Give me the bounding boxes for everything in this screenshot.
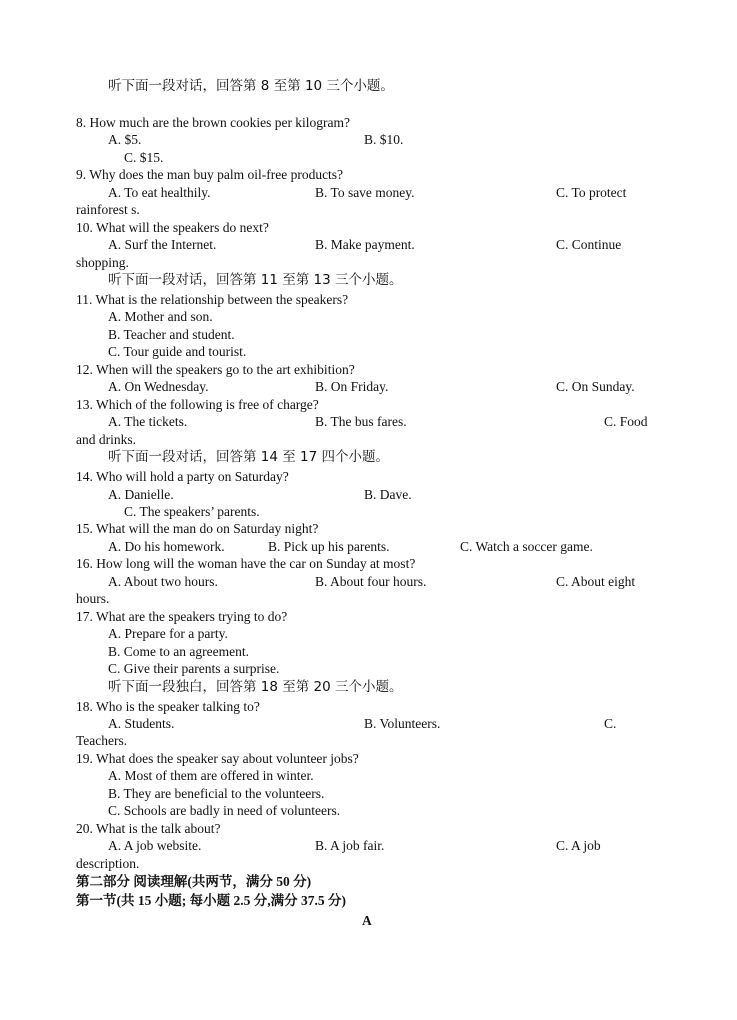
passage-label: A xyxy=(362,913,372,928)
option-a: A. Mother and son. xyxy=(108,309,213,324)
option-b: B. $10. xyxy=(364,132,404,147)
option-b: B. A job fair. xyxy=(315,838,385,853)
question-stem: 8. How much are the brown cookies per kilogram? xyxy=(76,115,351,130)
question-stem: 14. Who will hold a party on Saturday? xyxy=(76,469,289,484)
option-a: A. The tickets. xyxy=(108,414,188,429)
question-stem: 9. Why does the man buy palm oil-free products? xyxy=(76,167,344,182)
option-b: B. To save money. xyxy=(315,185,415,200)
option-a: A. $5. xyxy=(108,132,142,147)
option-c: C. On Sunday. xyxy=(556,379,635,394)
option-a: A. Students. xyxy=(108,716,175,731)
option-c: C. Continue xyxy=(556,237,622,252)
section-heading: 第一节(共 15 小题; 每小题 2.5 分,满分 37.5 分) xyxy=(76,893,346,908)
section-intro: 听下面一段独白，回答第 18 至第 20 三个小题。 xyxy=(108,679,403,695)
option-c: C. Food xyxy=(604,414,648,429)
question-stem: 11. What is the relationship between the speakers? xyxy=(76,292,349,307)
option-c-continued: hours. xyxy=(76,591,110,606)
option-c: C. Give their parents a surprise. xyxy=(108,661,280,676)
option-a: A. Do his homework. xyxy=(108,539,225,554)
option-c: C. Schools are badly in need of volunteers. xyxy=(108,803,341,818)
part-heading: 第二部分 阅读理解(共两节，满分 50 分) xyxy=(76,874,312,889)
option-b: B. The bus fares. xyxy=(315,414,407,429)
option-a: A. A job website. xyxy=(108,838,202,853)
option-c-continued: description. xyxy=(76,856,140,871)
question-stem: 10. What will the speakers do next? xyxy=(76,220,269,235)
option-b: B. On Friday. xyxy=(315,379,389,394)
question-stem: 18. Who is the speaker talking to? xyxy=(76,699,260,714)
option-a: A. Surf the Internet. xyxy=(108,237,217,252)
option-c: C. Tour guide and tourist. xyxy=(108,344,247,359)
question-stem: 20. What is the talk about? xyxy=(76,821,221,836)
option-b: B. About four hours. xyxy=(315,574,427,589)
option-b: B. Make payment. xyxy=(315,237,415,252)
section-intro: 听下面一段对话，回答第 11 至第 13 三个小题。 xyxy=(108,272,403,288)
option-b: B. Dave. xyxy=(364,487,412,502)
option-c: C. A job xyxy=(556,838,601,853)
question-stem: 19. What does the speaker say about volunteer jobs? xyxy=(76,751,359,766)
option-b: B. Volunteers. xyxy=(364,716,441,731)
question-stem: 17. What are the speakers trying to do? xyxy=(76,609,288,624)
option-c: C. Watch a soccer game. xyxy=(460,539,593,554)
option-b: B. Teacher and student. xyxy=(108,327,235,342)
option-c-continued: shopping. xyxy=(76,255,129,270)
option-c-continued: and drinks. xyxy=(76,432,136,447)
question-stem: 15. What will the man do on Saturday night? xyxy=(76,521,319,536)
option-c: C. The speakers’ parents. xyxy=(124,504,260,519)
section-intro: 听下面一段对话，回答第 8 至第 10 三个小题。 xyxy=(108,78,394,94)
option-c-continued: rainforest s. xyxy=(76,202,140,217)
option-c: C. xyxy=(604,716,617,731)
question-stem: 13. Which of the following is free of charge? xyxy=(76,397,319,412)
option-b: B. Come to an agreement. xyxy=(108,644,249,659)
question-stem: 12. When will the speakers go to the art exhibition? xyxy=(76,362,355,377)
question-stem: 16. How long will the woman have the car on Sunday at most? xyxy=(76,556,416,571)
option-b: B. They are beneficial to the volunteers. xyxy=(108,786,325,801)
option-a: A. Danielle. xyxy=(108,487,174,502)
option-a: A. About two hours. xyxy=(108,574,218,589)
option-a: A. On Wednesday. xyxy=(108,379,209,394)
option-a: A. Most of them are offered in winter. xyxy=(108,768,314,783)
option-b: B. Pick up his parents. xyxy=(268,539,390,554)
option-c: C. About eight xyxy=(556,574,636,589)
option-a: A. To eat healthily. xyxy=(108,185,211,200)
section-intro: 听下面一段对话，回答第 14 至 17 四个小题。 xyxy=(108,449,390,465)
option-c: C. $15. xyxy=(124,150,164,165)
option-c-continued: Teachers. xyxy=(76,733,128,748)
option-a: A. Prepare for a party. xyxy=(108,626,228,641)
option-c: C. To protect xyxy=(556,185,627,200)
